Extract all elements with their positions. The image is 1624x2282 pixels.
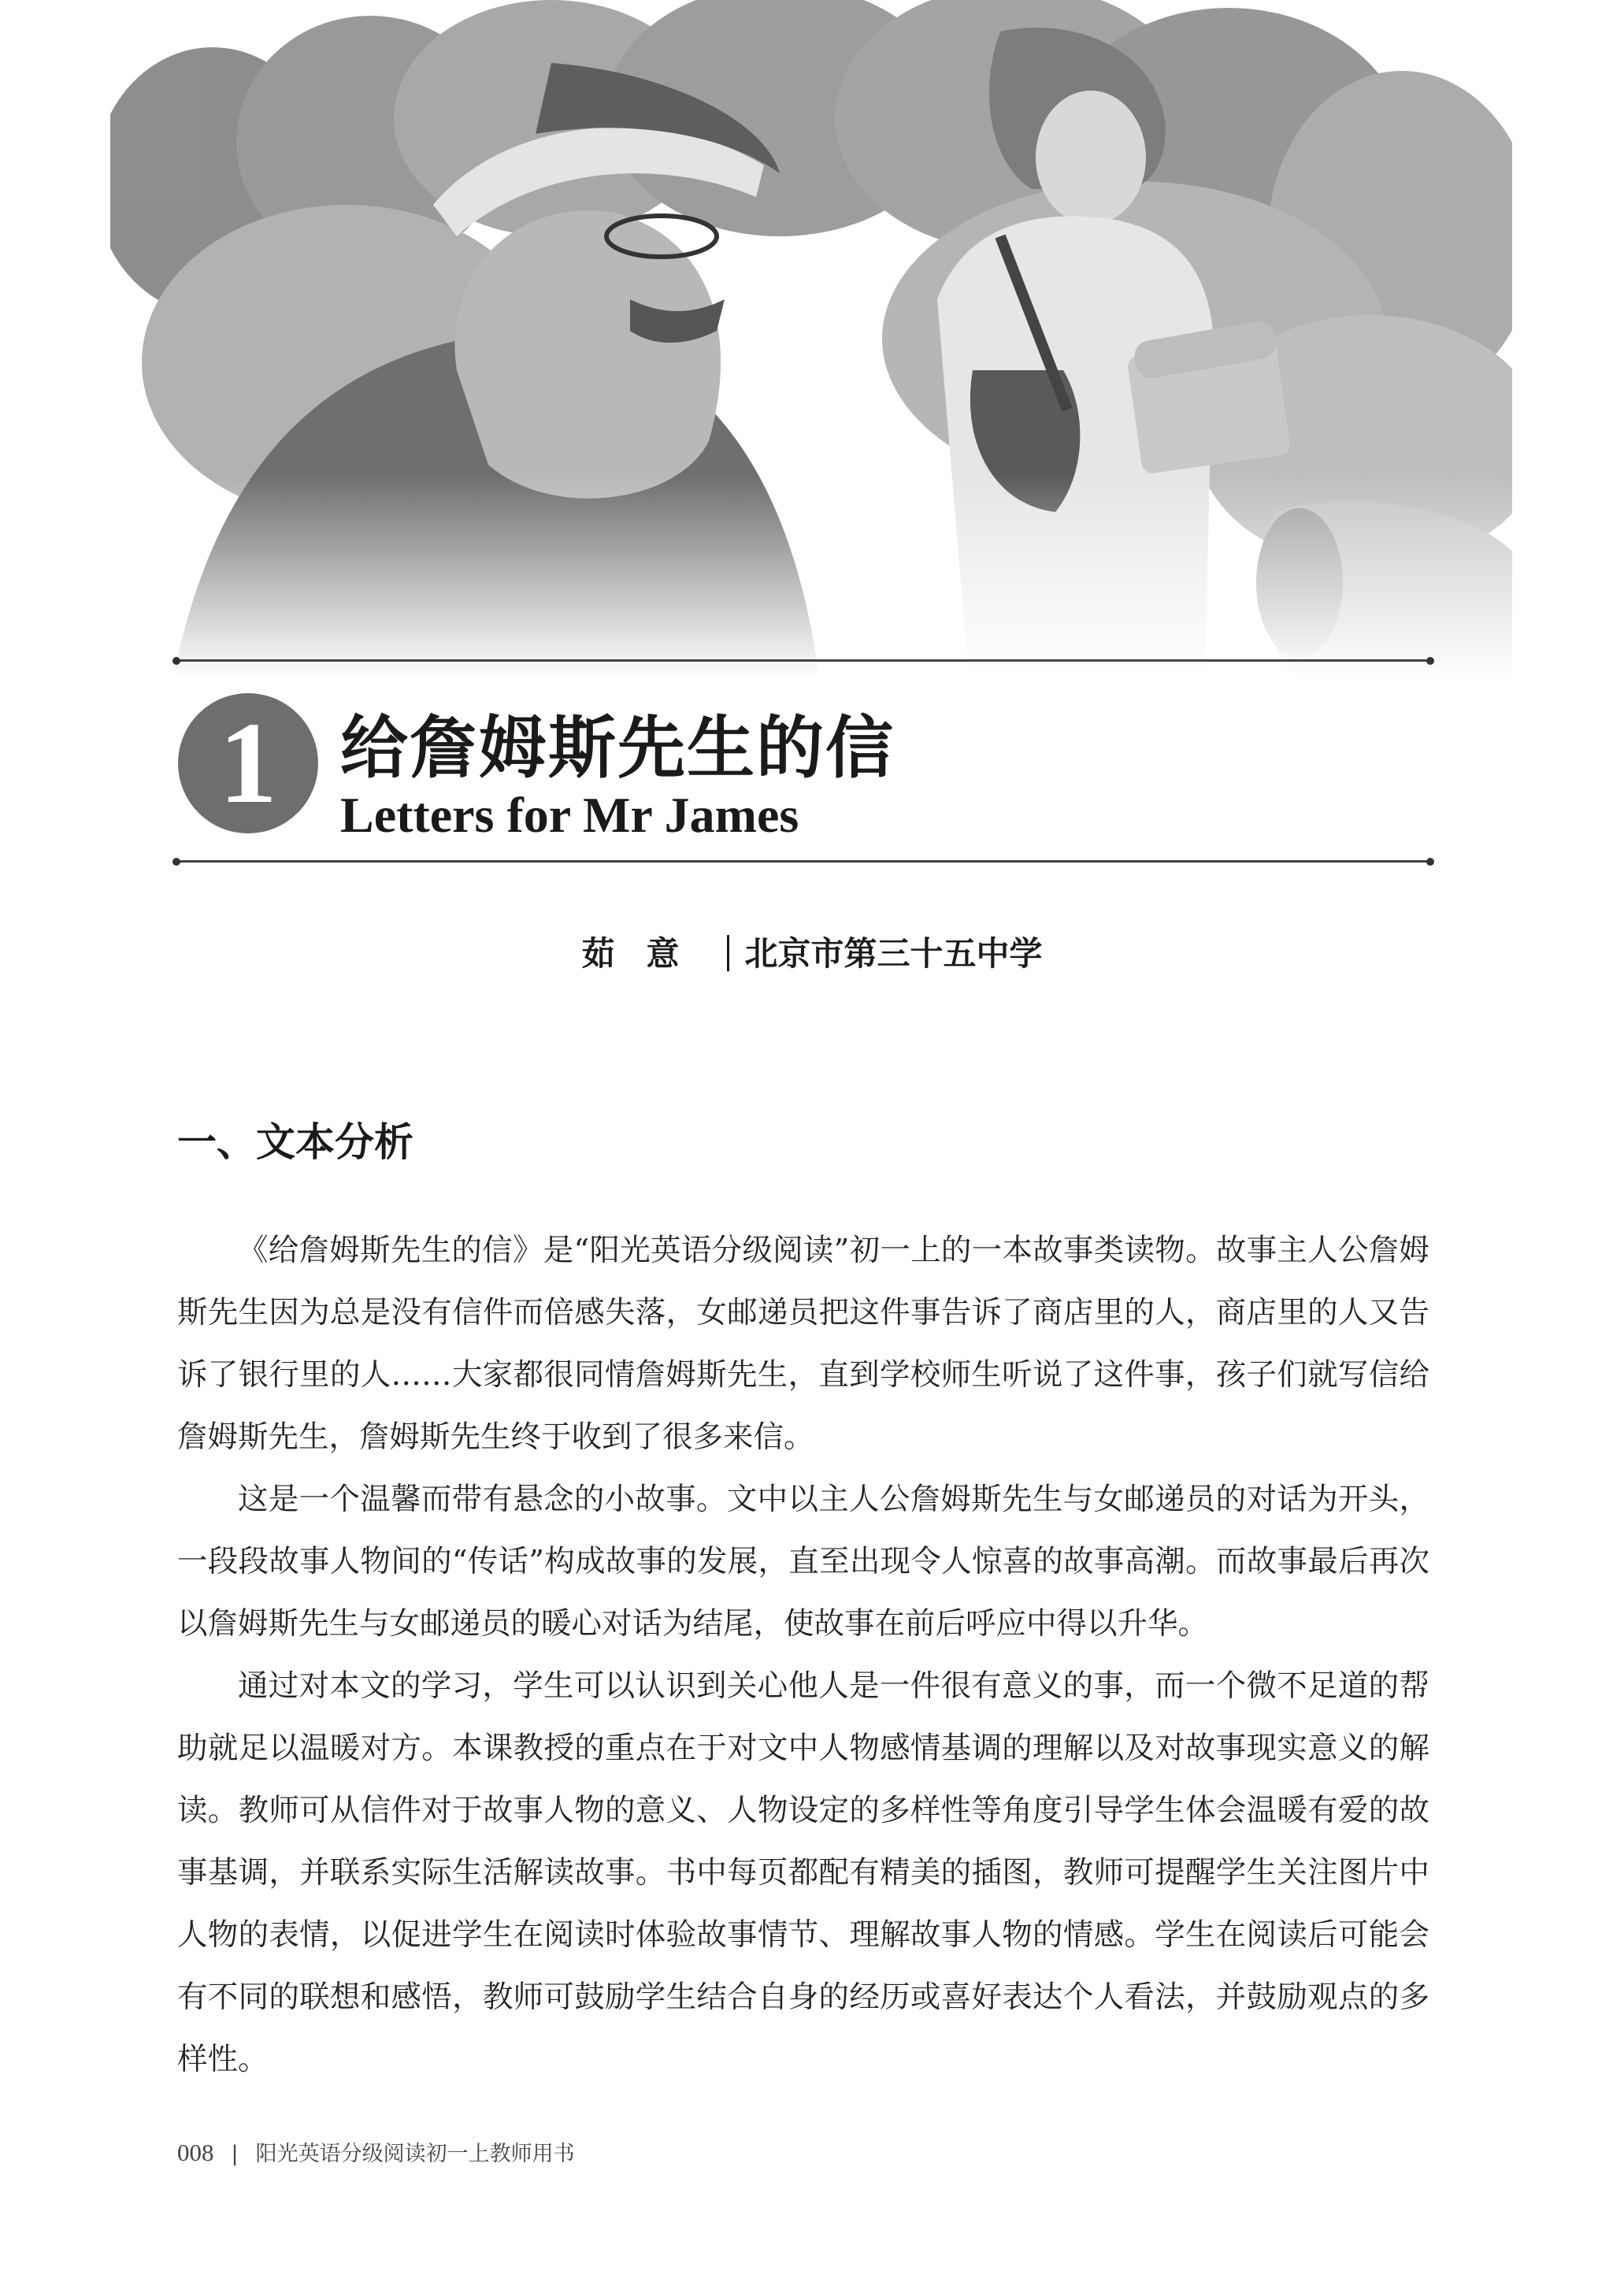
title-bottom-rule xyxy=(177,860,1429,863)
paragraph: 通过对本文的学习，学生可以认识到关心他人是一件很有意义的事，而一个微不足道的帮助就足以温暖对方。本课教授的重点在于对文中人物感情基调的理解以及对故事现实意义的解读。教师可从信件对于故事人物的意义、人物设定的多样性等角度引导学生体会温暖有爱的故事基调，并联系实际生活解读故事。书中每页都配有精美的插图，教师可提醒学生关注图片中人物的表情，以促进学生在阅读时体验故事情节、理解故事人物的情感。学生在阅读后可能会有不同的联想和感悟，教师可鼓励学生结合自身的经历或喜好表达个人看法，并鼓励观点的多样性。 xyxy=(177,1668,1429,2077)
footer-book-title: 阳光英语分级阅读初一上教师用书 xyxy=(255,2142,575,2166)
paragraph: 《给詹姆斯先生的信》是“阳光英语分级阅读”初一上的一本故事类读物。故事主人公詹姆斯先生因为总是没有信件而倍感失落，女邮递员把这件事告诉了商店里的人，商店里的人又告诉了银行里的人……大家都很同情詹姆斯先生，直到学校师生听说了这件事，孩子们就写信给詹姆斯先生，詹姆斯先生终于收到了很多来信。 xyxy=(177,1233,1429,1455)
paragraph: 这是一个温馨而带有悬念的小故事。文中以主人公詹姆斯先生与女邮递员的对话为开头，一段段故事人物间的“传话”构成故事的发展，直至出现令人惊喜的故事高潮。而故事最后再次以詹姆斯先生与女邮递员的暖心对话为结尾，使故事在前后呼应中得以升华。 xyxy=(177,1482,1429,1642)
footer-separator: | xyxy=(231,2142,239,2166)
page-footer xyxy=(177,2136,575,2167)
author-name: 茹意 xyxy=(581,934,711,973)
byline-separator xyxy=(727,935,729,971)
chapter-number: 1 xyxy=(219,699,277,828)
chapter-title-english: Letters for Mr James xyxy=(340,787,799,843)
title-top-rule xyxy=(177,659,1429,662)
byline xyxy=(0,928,1624,975)
chapter-number-badge xyxy=(178,693,318,833)
author-school: 北京市第三十五中学 xyxy=(744,934,1043,973)
chapter-title-chinese: 给詹姆斯先生的信 xyxy=(340,709,895,788)
body-text xyxy=(177,1219,1429,2091)
header-illustration xyxy=(110,0,1512,677)
page-number: 008 xyxy=(177,2139,214,2166)
section-heading: 一、文本分析 xyxy=(177,1119,413,1165)
